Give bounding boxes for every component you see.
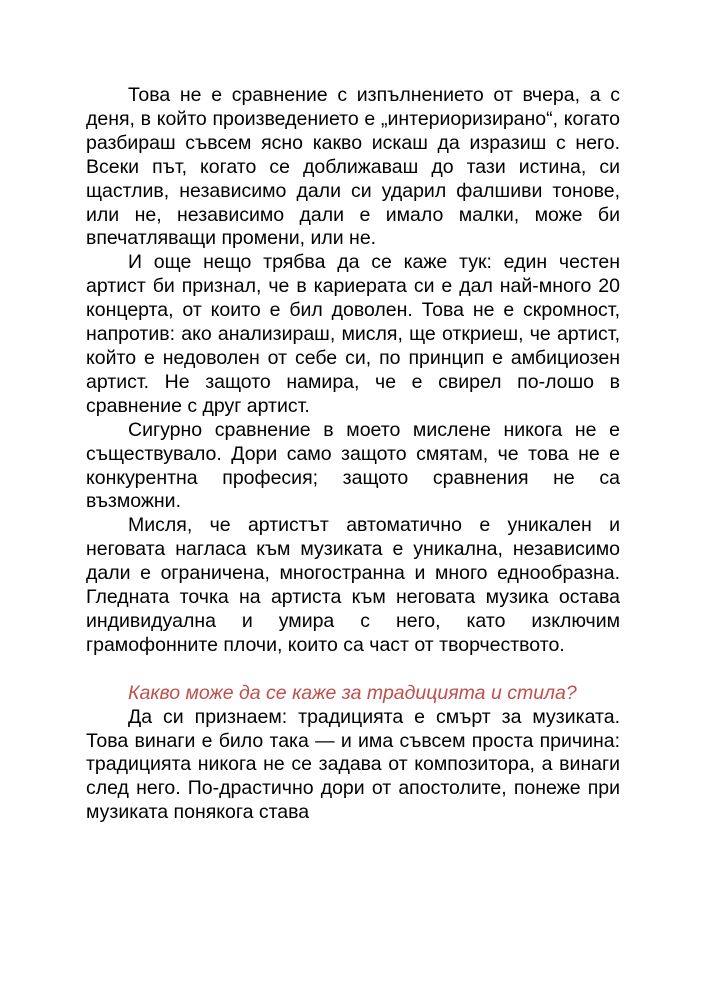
paragraph-1: Това не е сравнение с изпълнението от вчера, а с деня, в който произведението е „интериоризирано“, когато разбираш съвсем ясно какво искаш да изразиш с него. Всеки път, когато се доближаваш до тази истина, си щастлив, независимо дали си ударил фалшиви тонове, или не, независимо дали е имало малки, може би впечатляващи промени, или не. — [86, 84, 620, 250]
paragraph-3: Сигурно сравнение в моето мислене никога не е съществувало. Дори само защото смятам, че това не е конкурентна професия; защото сравнения не са възможни. — [86, 418, 620, 513]
answer-paragraph: Да си признаем: традицията е смърт за музиката. Това винаги е било така — и има съвсем проста причина: традицията никога не се задава от композитора, а винаги след него. По-драстично дори от апостолите, понеже при музиката понякога става — [86, 705, 620, 824]
paragraph-4: Мисля, че артистът автоматично е уникален и неговата нагласа към музиката е уникална, независимо дали е ограничена, многостранна и много еднообразна. Гледната точка на артиста към неговата музика остава индивидуална и умира с него, като изключим грамофонните плочи, които са част от творчеството. — [86, 514, 620, 656]
paragraph-2: И още нещо трябва да се каже тук: един честен артист би признал, че в кариерата си е дал най-много 20 концерта, от които е бил доволен. Това не е скромност, напротив: ако анализираш, мисля, ще откриеш, че артист, който е недоволен от себе си, по принцип е амбициозен артист. Не защото намира, че е свирел по-лошо в сравнение с друг артист. — [86, 251, 620, 417]
interview-question: Какво може да се каже за традицията и стила? — [128, 681, 577, 704]
document-page — [86, 84, 620, 825]
section-spacer — [86, 658, 620, 682]
